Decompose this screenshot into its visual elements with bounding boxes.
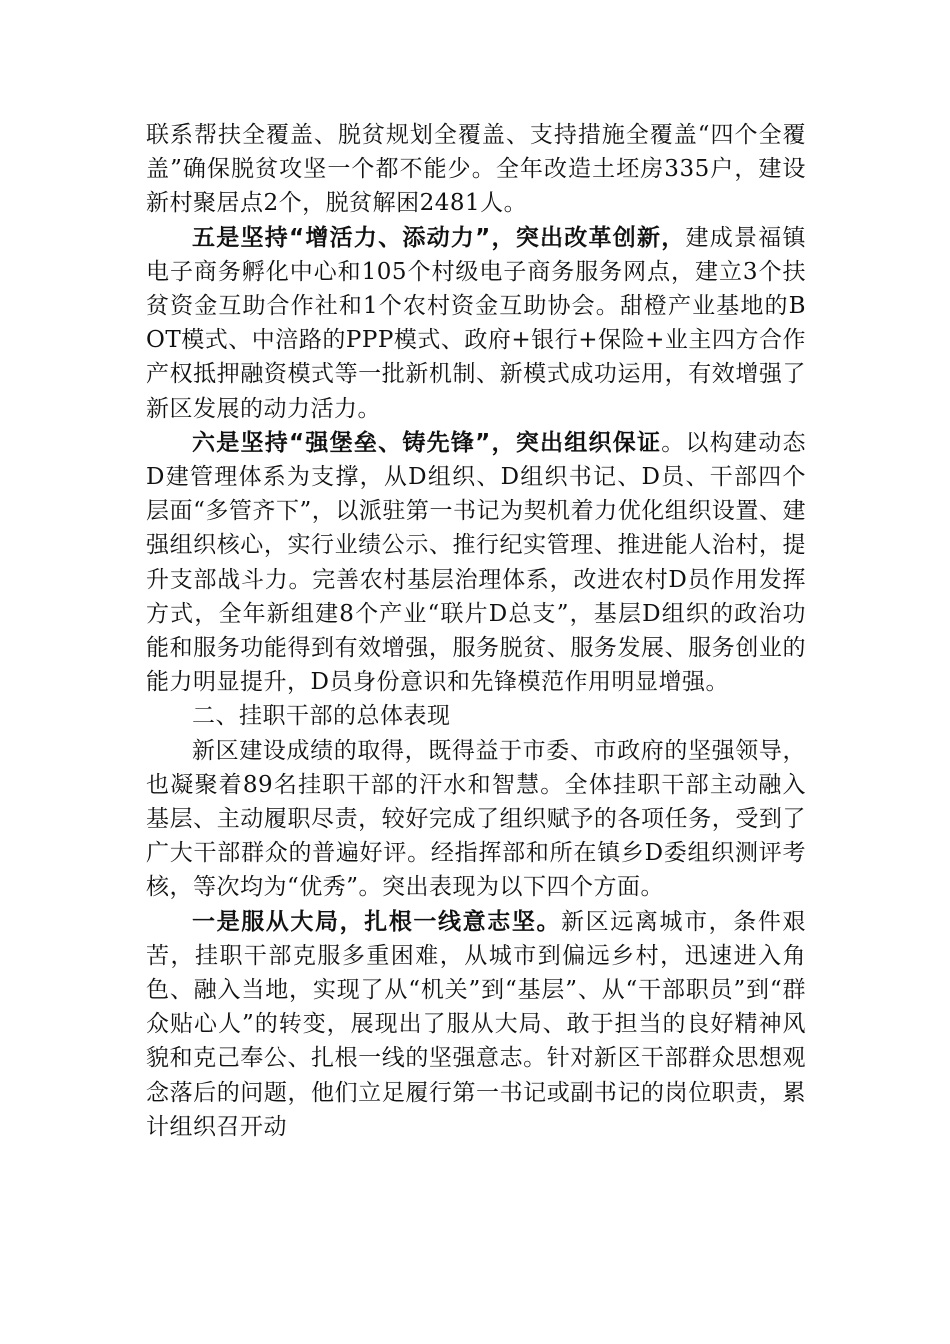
paragraph-text: 建成景福镇电子商务孵化中心和105个村级电子商务服务网点，建立3个扶贫资金互助合作社和1个农村资金互助协会。甜橙产业基地的BOT模式、中涪路的PPP模式、政府+银行+保险+业主四方合作产权抵押融资模式等一批新机制、新模式成功运用，有效增强了新区发展的动力活力。: [146, 224, 807, 422]
paragraph-reform-innovation: [146, 221, 806, 426]
paragraph-text: 新区远离城市，条件艰苦，挂职干部克服多重困难，从城市到偏远乡村，迅速进入角色、融入当地，实现了从“机关”到“基层”、从“干部职员”到“群众贴心人”的转变，展现出了服从大局、敢于担当的良好精神风貌和克己奉公、扎根一线的坚强意志。针对新区干部群众思想观念落后的问题，他们立足履行第一书记或副书记的岗位职责，累计组织召开动: [146, 908, 807, 1140]
section-heading: 二、挂职干部的总体表现: [192, 703, 451, 730]
paragraph-organization-guarantee: [146, 426, 806, 700]
paragraph-overall-performance: [146, 734, 806, 905]
paragraph-text: 新区建设成绩的取得，既得益于市委、市政府的坚强领导，也凝聚着89名挂职干部的汗水和智慧。全体挂职干部主动融入基层、主动履职尽责，较好完成了组织赋予的各项任务，受到了广大干部群众的普遍好评。经指挥部和所在镇乡D委组织测评考核，等次均为“优秀”。突出表现为以下四个方面。: [146, 737, 806, 901]
paragraph-text: 联系帮扶全覆盖、脱贫规划全覆盖、支持措施全覆盖“四个全覆盖”确保脱贫攻坚一个都不能少。全年改造土坯房335户，建设新村聚居点2个，脱贫解困2481人。: [146, 122, 806, 217]
document-page: [146, 118, 806, 1144]
paragraph-lead-bold: 一是服从大局，扎根一线意志坚。: [192, 908, 562, 935]
paragraph-lead-bold: 六是坚持“强堡垒、铸先锋”，突出组织保证: [192, 429, 662, 456]
paragraph-lead-bold: 五是坚持“增活力、添动力”，突出改革创新，: [192, 224, 686, 251]
paragraph-poverty-coverage: [146, 118, 806, 221]
paragraph-text: 。以构建动态D建管理体系为支撑，从D组织、D组织书记、D员、干部四个层面“多管齐下”，以派驻第一书记为契机着力优化组织设置、建强组织核心，实行业绩公示、推行纪实管理、推进能人治村，提升支部战斗力。完善农村基层治理体系，改进农村D员作用发挥方式，全年新组建8个产业“联片D总支”，基层D组织的政治功能和服务功能得到有效增强，服务脱贫、服务发展、服务创业的能力明显提升，D员身份意识和先锋模范作用明显增强。: [146, 429, 807, 696]
paragraph-obey-overall-situation: [146, 905, 806, 1144]
